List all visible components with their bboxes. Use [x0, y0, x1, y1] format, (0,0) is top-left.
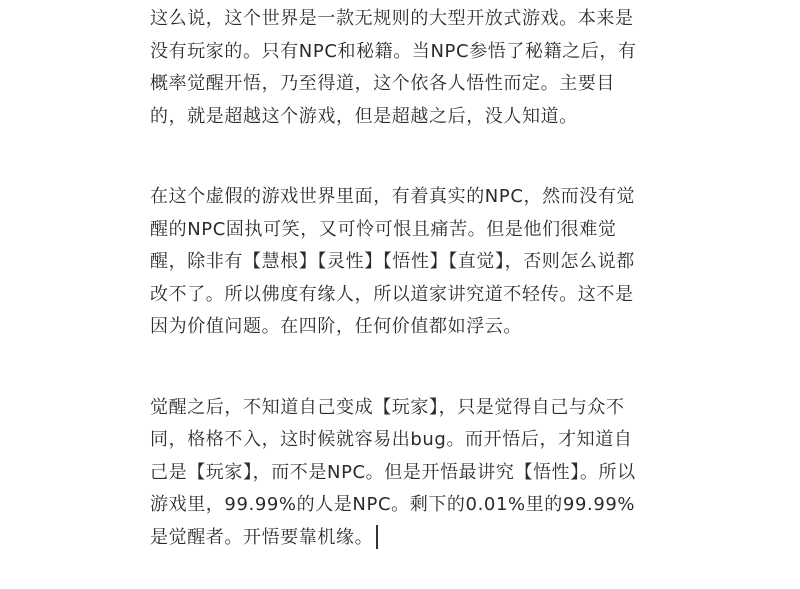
- paragraph-2: 在这个虚假的游戏世界里面，有着真实的NPC，然而没有觉醒的NPC固执可笑，又可怜可恨且痛苦。但是他们很难觉醒，除非有【慧根】【灵性】【悟性】【直觉】，否则怎么说都改不了。所以佛度有缘人，所以道家讲究道不轻传。这不是因为价值问题。在四阶，任何价值都如浮云。: [150, 186, 636, 337]
- document-body[interactable]: [150, 3, 650, 554]
- text-cursor: [376, 525, 378, 549]
- paragraph-3: [150, 392, 650, 555]
- paragraph-3-text: 觉醒之后，不知道自己变成【玩家】，只是觉得自己与众不同，格格不入，这时候就容易出bug。而开悟后，才知道自己是【玩家】，而不是NPC。但是开悟最讲究【悟性】。所以游戏里，99.99%的人是NPC。剩下的0.01%里的99.99%是觉醒者。开悟要靠机缘。: [150, 396, 636, 548]
- paragraph-1: 这么说，这个世界是一款无规则的大型开放式游戏。本来是没有玩家的。只有NPC和秘籍。当NPC参悟了秘籍之后，有概率觉醒开悟，乃至得道，这个依各人悟性而定。主要目的，就是超越这个游戏，但是超越之后，没人知道。: [150, 8, 637, 127]
